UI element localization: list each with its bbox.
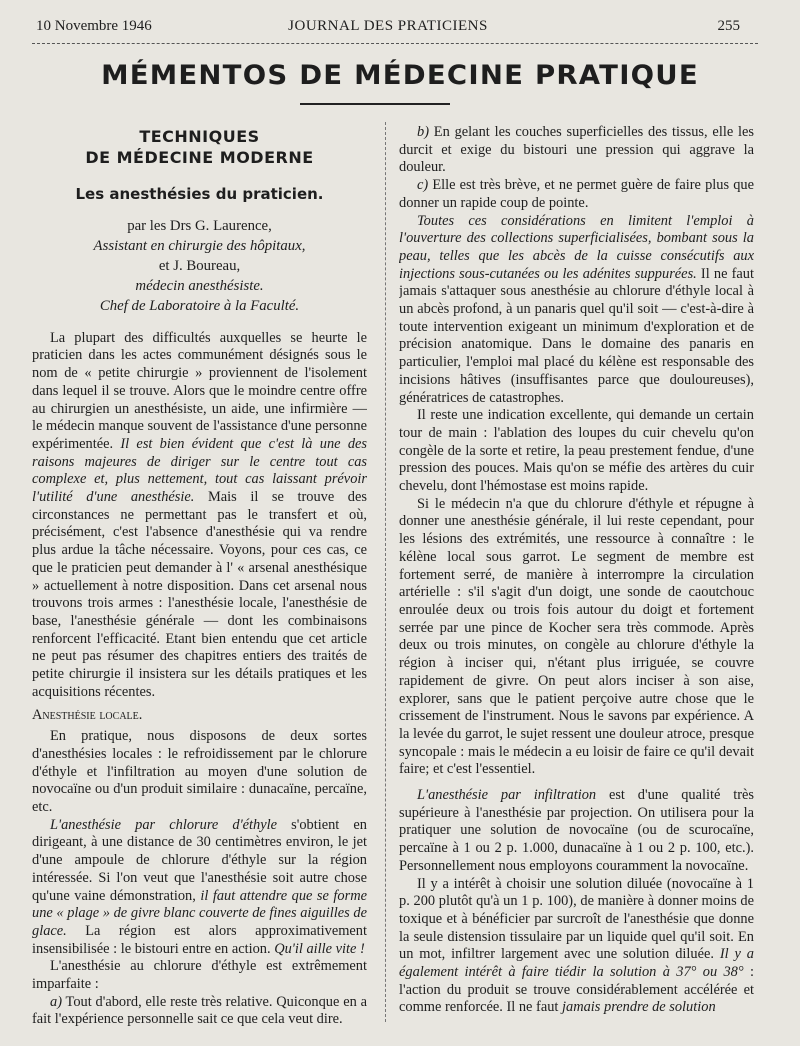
paragraph-ethyl-chloride: L'anesthésie par chlorure d'éthyle s'obtient en dirigeant, à une distance de 30 centimètres environ, le jet d'une ampoule de chlorure d'éthyle sur la région intéressée. Si l'on veut que l'anesthésie soit autre chose qu'une vaine démonstration, il faut attendre que se forme une « plage » de givre blanc couverte de fines aiguilles de glace. La région est alors approximativement insensibilisée : le bistouri entre en action. Qu'il aille vite ! [32, 816, 367, 957]
issue-date: 10 Novembre 1946 [36, 18, 152, 34]
paragraph-imperfect: L'anesthésie au chlorure d'éthyle est extrêmement imparfaite : [32, 958, 367, 993]
title-underline [300, 103, 450, 105]
left-column [32, 124, 367, 1036]
paragraph-two-kinds: En pratique, nous disposons de deux sortes d'anesthésies locales : le refroidissement par le chlorure d'éthyle et l'infiltration au moyen d'une solution de novocaïne ou d'un produit similaire : dunacaïne, percaïne, etc. [32, 728, 367, 815]
paragraph-indication: Il reste une indication excellente, qui demande un certain tour de main : l'ablation des loupes du cuir chevelu qu'on congèle de la sorte et retire, la peau prestement fendue, d'une pression des pouces. Mais qu'on se méfie des artères du cuir chevelu, dont l'hémostase est moins rapide. [399, 407, 754, 495]
article-title: Les anesthésies du praticien. [75, 185, 324, 203]
byline-second-author: et J. Boureau, [158, 257, 241, 274]
paragraph-point-a: a) Tout d'abord, elle reste très relative. Quiconque en a fait l'expérience personnelle sait ce que cela veut dire. [32, 993, 367, 1028]
section-line-1: TECHNIQUES [139, 127, 260, 146]
byline [32, 216, 367, 316]
page-number: 255 [717, 18, 740, 34]
byline-authors: par les Drs G. Laurence, [127, 217, 272, 234]
section-line-2: DE MÉDECINE MODERNE [85, 148, 314, 167]
right-column [399, 124, 754, 1036]
paragraph-point-c: c) Elle est très brève, et ne permet guère de faire plus que donner un rapide coup de pointe. [399, 177, 754, 211]
paragraph-infiltration: L'anesthésie par infiltration est d'une qualité très supérieure à l'anesthésie par projection. On utilisera pour la pratiquer une solution de novocaïne (ou de scurocaïne, percaïne à 1 ou 2 p. 1.000, dunacaïne à 1 ou 2 p. 100, etc.). Personnellement nous employons couramment la novocaïne. [399, 787, 754, 874]
byline-position-2: médecin anesthésiste. [135, 277, 264, 294]
byline-position-3: Chef de Laboratoire à la Faculté. [99, 297, 300, 314]
paragraph-intro: La plupart des difficultés auxquelles se heurte le praticien dans les actes communément désignés sous le nom de « petite chirurgie » proviennent de l'isolement dans lequel il se trouve. Alors que le moindre centre offre au chirurgien un anesthésiste, un aide, une infirmière — le médecin manque souvent de l'assistance d'une personne expérimentée. Il est bien évident que c'est là une des raisons majeures de diriger sur le centre tout cas complexe et, plus nettement, tout cas laissant prévoir l'utilité d'une anesthésie. Mais il se trouve des circonstances ne permettant pas le transfert et où, précisément, c'est l'absence d'anesthésie qui va rendre plus ardue la tâche nécessaire. Voyons, pour ces cas, ce que le praticien peut demander à l' « arsenal anesthésique » actuellement à notre disposition. Dans cet arsenal nous trouvons trois armes : l'anesthésie locale, l'anesthésie de base, l'anesthésie générale — dont les combinaisons renforcent l'efficacité. Etant bien entendu que cet article ne peut pas résumer des chapitres entiers des traités de petite chirurgie il insistera sur les détails pratiques et les acquisitions récentes. [32, 329, 367, 700]
subheading-local-anesthesia: Anesthésie locale. [32, 707, 143, 724]
journal-name: JOURNAL DES PRATICIENS [288, 18, 488, 34]
running-header [36, 18, 740, 38]
main-title: MÉMENTOS DE MÉDECINE PRATIQUE [101, 60, 699, 91]
header-rule [32, 43, 758, 44]
paragraph-tourniquet: Si le médecin n'a que du chlorure d'éthyle et répugne à donner une anesthésie générale, il lui reste cependant, pour les lésions des extrémités, une ressource à connaître : le kélène local sous garrot. Le segment de membre est fortement serré, de manière à interrompre la circulation artérielle : s'il s'agit d'un doigt, une sonde de caoutchouc enroulée deux ou trois fois autour du doigt et fortement serrée par une pince de Kocher sera très commode. Après deux ou trois minutes, on congèle au chlorure d'éthyle la région à inciser qui, n'étant plus irriguée, se couvre rapidement de givre. On peut alors inciser à son aise, explorer, sans que le patient perçoive autre chose que le crissement de l'instrument. Nous le savons par expérience. A la levée du garrot, le sujet ressent une douleur atroce, presque syncopale : mais le médecin a eu loisir de faire ce qu'il devait faire; et c'est l'essentiel. [399, 495, 754, 778]
paragraph-dilute-solution: Il y a intérêt à choisir une solution diluée (novocaïne à 1 p. 200 plutôt qu'à un 1 p. 100), de manière à donner moins de toxique et à bénéficier par surcroît de l'anesthésie que donne la seule distension tissulaire par un liquide quel qu'il soit. En un mot, infiltrer largement avec une solution diluée. Il y a également intérêt à faire tiédir la solution à 37° ou 38° : l'action du produit se trouve considérablement accélérée et comme renforcée. Il ne faut jamais prendre de solution [399, 875, 754, 1016]
section-heading [32, 126, 367, 168]
byline-position-1: Assistant en chirurgie des hôpitaux, [93, 237, 306, 254]
paragraph-considerations: Toutes ces considérations en limitent l'emploi à l'ouverture des collections superficialisées, bombant sous la peau, telles que les abcès de la cuisse consécutifs aux injections sous-cutanées ou les adénites suppurées. Il ne faut jamais s'attaquer sous anesthésie au chlorure d'éthyle local à un abcès profond, à un panaris quel qu'il soit — c'est-à-dire à toute intervention exigeant un minimum d'exploration et de précision anatomique. Dans le domaine des panaris en particulier, l'emploi mal placé du kélène est responsable des incisions hâtives (insuffisantes parce que douloureuses), génératrices de catastrophes. [399, 212, 754, 406]
column-divider [385, 122, 386, 1022]
paragraph-point-b: b) En gelant les couches superficielles des tissus, elle les durcit et exige du bistouri une pression qui aggrave la douleur. [399, 124, 754, 176]
